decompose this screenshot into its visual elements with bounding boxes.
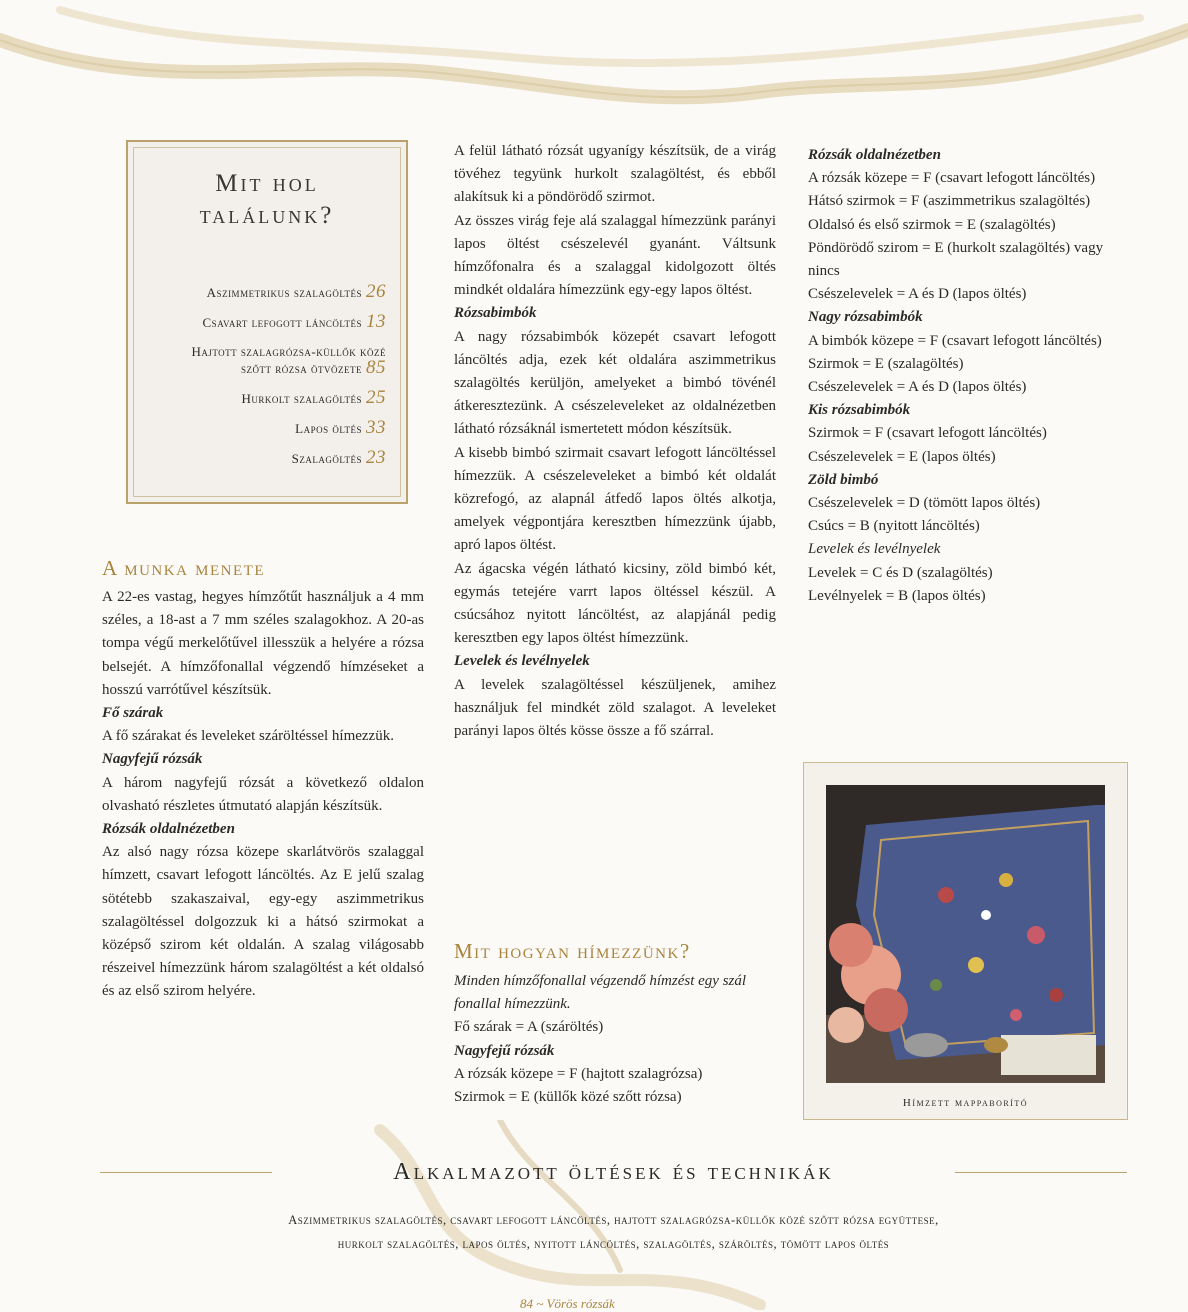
how-list: Minden hímzőfonallal végzendő hímzést egy szál fonallal hímezzünk. Fő szárak = A (száröltés) Nagyfejű rózsák A rózsák közepe = F (hajtott szalagrózsa) Szirmok = E (küllők közé szőtt rózsa) — [454, 973, 747, 1106]
contents-item: Aszimmetrikus szalagöltés 26 — [206, 281, 386, 302]
techniques-title: Alkalmazott öltések és technikák — [393, 1159, 834, 1185]
photo-caption: Hímzett mappaborító — [902, 1097, 1029, 1109]
section-title-work: A munka menete — [102, 556, 265, 580]
divider-left — [100, 1172, 272, 1173]
decorative-ribbon — [0, 0, 1188, 120]
contents-item: Csavart lefogott láncöltés 13 — [202, 311, 386, 332]
contents-list — [128, 281, 406, 468]
embroidered-folder-photo — [826, 785, 1105, 1083]
contents-item: Hajtott szalagrózsa-küllők közé szőtt rózsa ötvözete 85 — [191, 344, 386, 378]
contents-box — [126, 140, 408, 504]
techniques-list: Aszimmetrikus szalagöltés, csavart lefogott láncöltés, hajtott szalagrózsa-küllők közé szőtt rózsa együttese, hurkolt szalagöltés, lapos öltés, nyitott láncöltés, szalagöltés, száröltés, tömött lapos öltés — [288, 1213, 939, 1251]
column-left: A 22-es vastag, hegyes hímzőtűt használjuk a 4 mm széles, a 18-ast a 7 mm széles szalagokhoz. A 20-as tompa végű merkelőtűvel illesszük a helyére a rózsa belsejét. A hímzőfonallal végzendő hímzéseket a hosszú varrótűvel készítsük. Fő szárak A fő szárakat és leveleket száröltéssel hímezzük. Nagyfejű rózsák A három nagyfejű rózsát a következő oldalon olvasható részletes útmutató alapján készítsük. Rózsák oldalnézetben Az alsó nagy rózsa közepe skarlátvörös szalaggal hímzett, csavart lefogott láncöltés. Az E jelű szalag sötétebb szakaszaival, egy-egy aszimmetrikus szalagöltéssel dolgozzuk ki a hátsó szirmokat a középső szirom két oldalán. A szalag világosabb részeivel hímezzünk három szalagöltést a két oldalsó és az első szirom helyére. — [102, 589, 424, 1000]
contents-item: Lapos öltés 33 — [295, 417, 386, 438]
contents-title: Mit hol találunk? — [199, 170, 335, 229]
column-right: Rózsák oldalnézetben A rózsák közepe = F (csavart lefogott láncöltés) Hátsó szirmok = F (aszimmetrikus szalagöltés) Oldalsó és első szirmok = E (szalagöltés) Pöndörödő szirom = E (hurkolt szalagöltés) vagy nincs Csészelevelek = A és D (lapos öltés) Nagy rózsabimbók A bimbók közepe = F (csavart lefogott láncöltés) Szirmok = E (szalagöltés) Csészelevelek = A és D (lapos öltés) Kis rózsabimbók Szirmok = F (csavart lefogott láncöltés) Csészelevelek = E (lapos öltés) Zöld bimbó Csészelevelek = D (tömött lapos öltés) Csúcs = B (nyitott láncöltés) Levelek és levélnyelek Levelek = C és D (szalagöltés) Levélnyelek = B (lapos öltés) — [808, 147, 1104, 604]
photo-frame — [803, 762, 1128, 1120]
contents-item: Hurkolt szalagöltés 25 — [241, 387, 386, 408]
divider-right — [955, 1172, 1127, 1173]
section-title-how: Mit hogyan hímezzünk? — [454, 939, 691, 963]
contents-item: Szalagöltés 23 — [291, 447, 386, 468]
column-middle: A felül látható rózsát ugyanígy készítsük, de a virág tövéhez tegyünk hurkolt szalagöltést, és ebből alakítsuk ki a pöndörödő szirmot. Az összes virág feje alá szalaggal hímezzünk parányi lapos öltést csészelevél gyanánt. Váltsunk hímzőfonalra és a szalaggal kidolgozott öltés mindkét oldalára hímezzünk egy-egy lapos öltést. Rózsabimbók A nagy rózsabimbók közepét csavart lefogott láncöltés adja, ezek két oldalára aszimmetrikus szalagöltés kerüljön, amelyeket a bimbó tövénél átkeresztezünk. A csészeleveleket az oldalnézetben látható rózsáknál ismertetett módon készítsük. A kisebb bimbó szirmait csavart lefogott láncöltéssel hímezzük. A csészeleveleket a bimbó két oldalát közrefogó, az alapnál átfedő lapos öltés alkotja, amelyek végpontjára keresztben hímezzünk újabb, apró lapos öltést. Az ágacska végén látható kicsiny, zöld bimbó két, egymás tetejére varrt lapos öltéssel készül. A csúcsához nyitott láncöltést, az alapjánál pedig keresztben egy lapos öltést hímezzünk. Levelek és levélnyelek A levelek szalagöltéssel készüljenek, amihez használjuk fel mindkét zöld szalagot. A leveleket parányi lapos öltés kösse össze a fő szárral. — [454, 143, 776, 740]
page-folio: 84 ~ Vörös rózsák — [520, 1296, 615, 1311]
